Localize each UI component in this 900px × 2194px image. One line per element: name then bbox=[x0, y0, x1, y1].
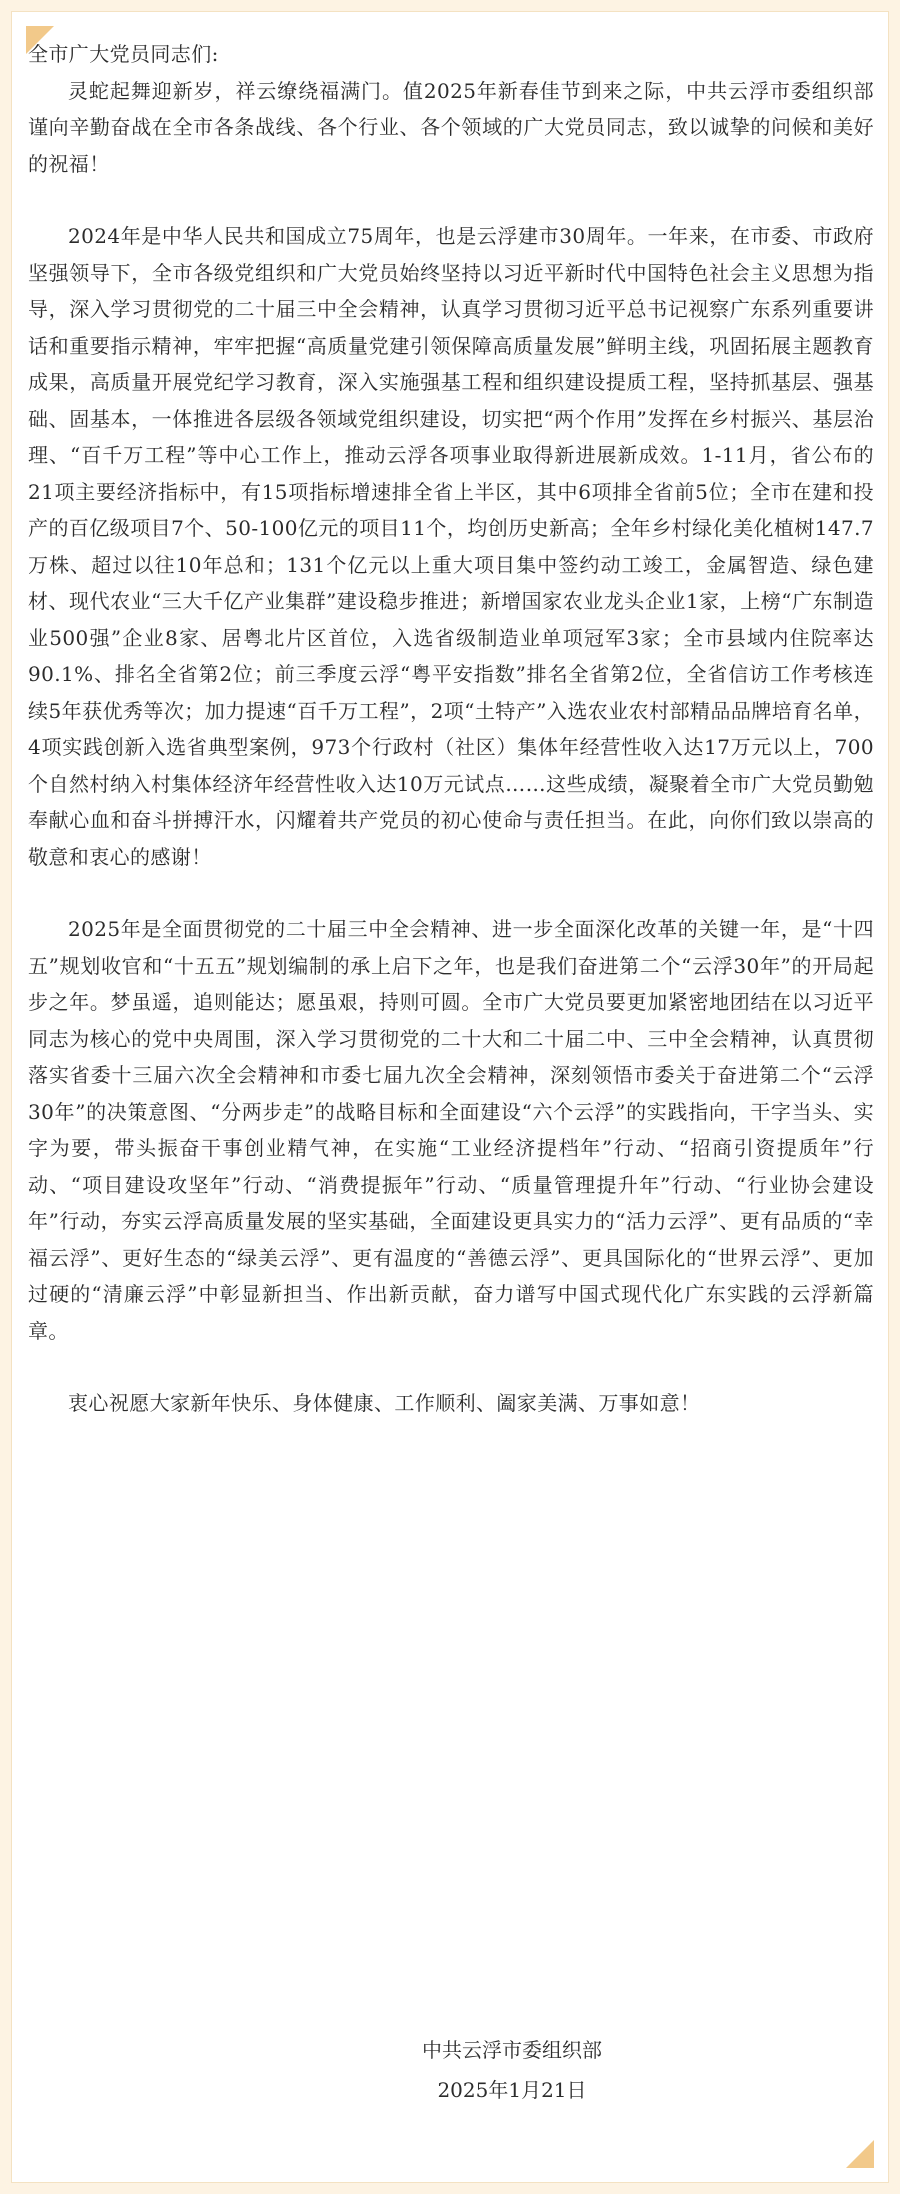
paragraph-greeting: 灵蛇起舞迎新岁，祥云缭绕福满门。值2025年新春佳节到来之际，中共云浮市委组织部谨向辛勤奋战在全市各条战线、各个行业、各个领域的广大党员同志，致以诚挚的问候和美好的祝福！ bbox=[28, 78, 874, 176]
paragraph-gap bbox=[28, 875, 874, 911]
letter-body bbox=[28, 36, 874, 1422]
paragraph-gap bbox=[28, 182, 874, 218]
letter-sheet bbox=[12, 12, 888, 2182]
signature-date: 2025年1月21日 bbox=[437, 2078, 587, 2102]
signature-block bbox=[372, 2030, 652, 2110]
paragraph-gap bbox=[28, 1349, 874, 1385]
salutation: 全市广大党员同志们: bbox=[28, 42, 219, 66]
paragraph-2024-review: 2024年是中华人民共和国成立75周年，也是云浮建市30周年。一年来，在市委、市政府坚强领导下，全市各级党组织和广大党员始终坚持以习近平新时代中国特色社会主义思想为指导，深入学习贯彻党的二十届三中全会精神，认真学习贯彻习近平总书记视察广东系列重要讲话和重要指示精神，牢牢把握“高质量党建引领保障高质量发展”鲜明主线，巩固拓展主题教育成果，高质量开展党纪学习教育，深入实施强基工程和组织建设提质工程，坚持抓基层、强基础、固基本，一体推进各层级各领域党组织建设，切实把“两个作用”发挥在乡村振兴、基层治理、“百千万工程”等中心工作上，推动云浮各项事业取得新进展新成效。1-11月，省公布的21项主要经济指标中，有15项指标增速排全省上半区，其中6项排全省前5位；全市在建和投产的百亿级项目7个、50-100亿元的项目11个，均创历史新高；全年乡村绿化美化植树147.7万株、超过以往10年总和；131个亿元以上重大项目集中签约动工竣工，金属智造、绿色建材、现代农业“三大千亿产业集群”建设稳步推进；新增国家农业龙头企业1家，上榜“广东制造业500强”企业8家、居粤北片区首位，入选省级制造业单项冠军3家；全市县域内住院率达90.1%、排名全省第2位；前三季度云浮“粤平安指数”排名全省第2位，全省信访工作考核连续5年获优秀等次；加力提速“百千万工程”，2项“土特产”入选农业农村部精品品牌培育名单，4项实践创新入选省典型案例，973个行政村（社区）集体年经营性收入达17万元以上，700个自然村纳入村集体经济年经营性收入达10万元试点……这些成绩，凝聚着全市广大党员勤勉奉献心血和奋斗拼搏汗水，闪耀着共产党员的初心使命与责任担当。在此，向你们致以崇高的敬意和衷心的感谢！ bbox=[28, 224, 874, 869]
corner-decoration-bottom-right bbox=[846, 2140, 874, 2168]
signature-organization: 中共云浮市委组织部 bbox=[422, 2038, 602, 2062]
paragraph-2025-outlook: 2025年是全面贯彻党的二十届三中全会精神、进一步全面深化改革的关键一年，是“十四五”规划收官和“十五五”规划编制的承上启下之年，也是我们奋进第二个“云浮30年”的开局起步之年。梦虽遥，追则能达；愿虽艰，持则可圆。全市广大党员要更加紧密地团结在以习近平同志为核心的党中央周围，深入学习贯彻党的二十大和二十届二中、三中全会精神，认真贯彻落实省委十三届六次全会精神和市委七届九次全会精神，深刻领悟市委关于奋进第二个“云浮30年”的决策意图、“分两步走”的战略目标和全面建设“六个云浮”的实践指向，干字当头、实字为要，带头振奋干事创业精气神，在实施“工业经济提档年”行动、“招商引资提质年”行动、“项目建设攻坚年”行动、“消费提振年”行动、“质量管理提升年”行动、“行业协会建设年”行动，夯实云浮高质量发展的坚实基础，全面建设更具实力的“活力云浮”、更有品质的“幸福云浮”、更好生态的“绿美云浮”、更有温度的“善德云浮”、更具国际化的“世界云浮”、更加过硬的“清廉云浮”中彰显新担当、作出新贡献，奋力谱写中国式现代化广东实践的云浮新篇章。 bbox=[28, 917, 874, 1343]
new-year-wishes: 衷心祝愿大家新年快乐、身体健康、工作顺利、阖家美满、万事如意！ bbox=[68, 1391, 701, 1415]
